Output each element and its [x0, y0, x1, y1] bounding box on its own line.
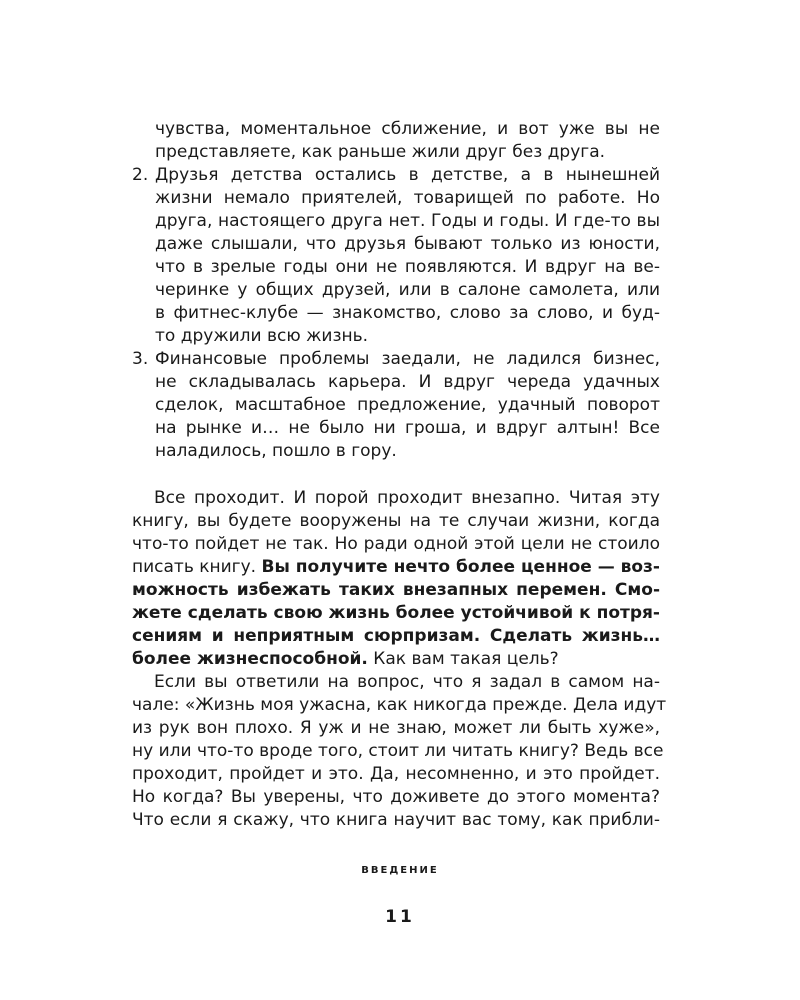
text-line-bold	[132, 602, 660, 625]
text-line: сделок, масштабное предложение, удачный поворот	[155, 395, 660, 415]
regular-text: писать книгу.	[132, 557, 262, 577]
text-line: Друзья детства остались в детстве, а в нынешней	[155, 165, 660, 185]
text-line: наладилось, пошло в гору.	[155, 441, 397, 461]
bold-text: жете сделать свою жизнь более устойчивой к потря-	[132, 603, 660, 623]
bold-text: сениям и неприятным сюрпризам. Сделать жизнь…	[132, 626, 660, 646]
text-line: Если вы ответили на вопрос, что я задал в самом на-	[154, 672, 660, 692]
text-line-mixed	[132, 648, 660, 671]
text-line-bold	[132, 625, 660, 648]
text-line: то дружили всю жизнь.	[155, 326, 369, 346]
text-line: чале: «Жизнь моя ужасна, как никогда прежде. Дела идут	[132, 695, 667, 715]
page-number: 11	[385, 907, 415, 927]
text-line: из рук вон плохо. Я уж и не знаю, может ли быть хуже»,	[132, 718, 660, 738]
text-line-bold	[132, 579, 660, 602]
text-line: черинке у общих друзей, или в салоне самолета, или	[155, 280, 660, 300]
text-line: ну или что-то вроде того, стоит ли читать книгу? Ведь все	[132, 741, 664, 761]
text-line: проходит, пройдет и это. Да, несомненно, и это пройдет.	[132, 764, 660, 784]
bold-text: можность избежать таких внезапных перемен. Смо-	[132, 580, 660, 600]
text-line: друга, настоящего друга нет. Годы и годы. И где-то вы	[155, 211, 660, 231]
text-line: Финансовые проблемы заедали, не ладился бизнес,	[155, 349, 660, 369]
bold-text: Вы получите нечто более ценное — воз-	[261, 557, 660, 577]
text-line: Все проходит. И порой проходит внезапно. Читая эту	[154, 488, 660, 508]
regular-text: Как вам такая цель?	[367, 649, 559, 669]
text-line: что в зрелые годы они не появляются. И вдруг на ве-	[155, 257, 660, 277]
list-number: 2.	[132, 165, 149, 185]
text-line: даже слышали, что друзья бывают только из юности,	[155, 234, 660, 254]
text-line: что-то пойдет не так. Но ради одной этой цели не стоило	[132, 534, 660, 554]
bold-text: более жизнеспособной.	[132, 649, 368, 669]
running-footer-section-title: ВВЕДЕНИЕ	[361, 865, 439, 876]
text-line: чувства, моментальное сближение, и вот уже вы не	[155, 119, 660, 139]
text-line: на рынке и… не было ни гроша, и вдруг алтын! Все	[155, 418, 660, 438]
text-line: Что если я скажу, что книга научит вас тому, как прибли-	[132, 810, 660, 830]
text-line: не складывалась карьера. И вдруг череда удачных	[155, 372, 660, 392]
list-number: 3.	[132, 349, 149, 369]
text-line-mixed	[132, 556, 660, 579]
text-line: книгу, вы будете вооружены на те случаи жизни, когда	[132, 511, 660, 531]
text-line: представляете, как раньше жили друг без друга.	[155, 142, 606, 162]
text-line: в фитнес-клубе — знакомство, слово за слово, и буд-	[155, 303, 660, 323]
text-line: жизни немало приятелей, товарищей по работе. Но	[155, 188, 660, 208]
text-line: Но когда? Вы уверены, что доживете до этого момента?	[132, 787, 660, 807]
